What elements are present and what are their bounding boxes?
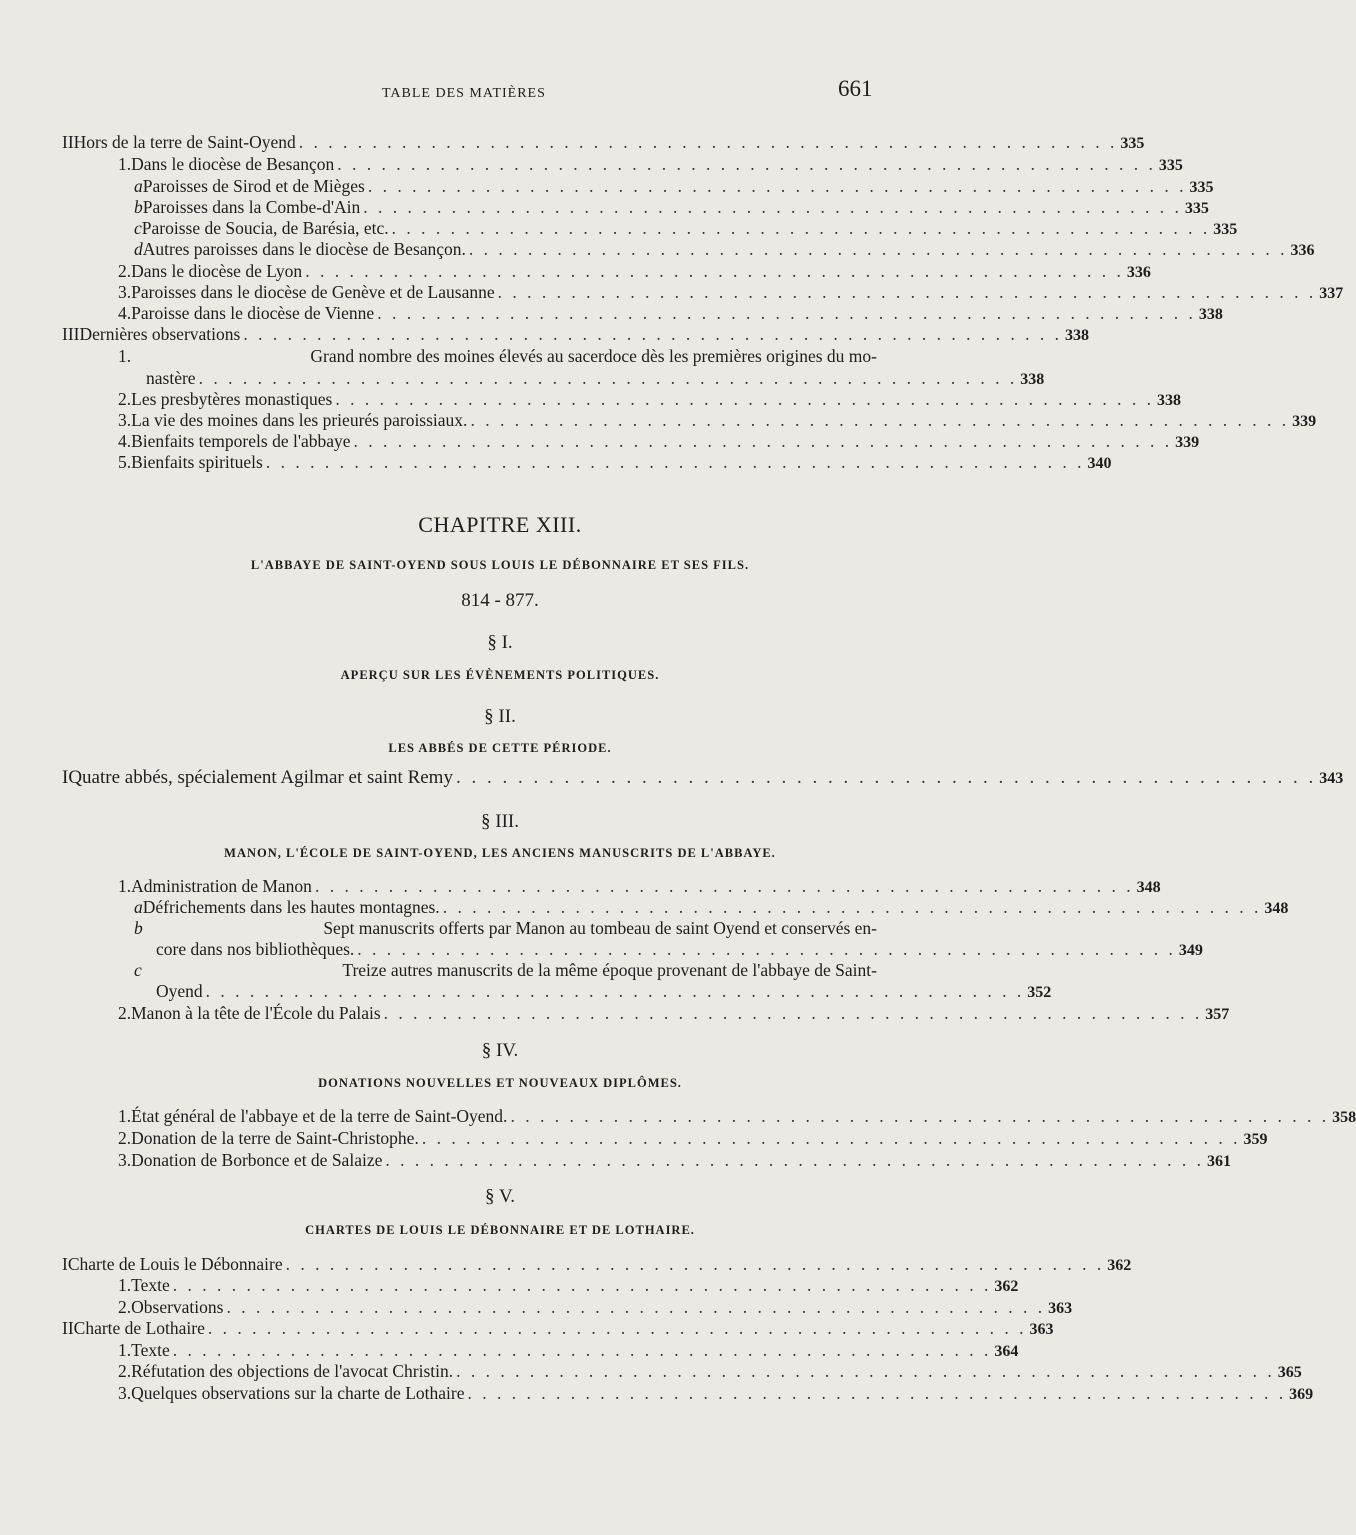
dot-leader: . . . . . . . . . . . . . . . . . . . . . . . . . . . . . . . . . . . . . . . . . . . . . . . . . . . . . . . . [285, 1254, 1105, 1274]
toc-entry [134, 896, 1289, 918]
toc-entry [118, 1274, 1019, 1296]
toc-entry-text: Charte de Louis le Débonnaire [67, 1254, 283, 1274]
toc-page-number: 369 [1289, 1386, 1314, 1403]
dot-leader: . . . . . . . . . . . . . . . . . . . . . . . . . . . . . . . . . . . . . . . . . . . . . . . . . . . . . . . . [421, 1128, 1241, 1148]
toc-entry-text: Quatre abbés, spécialement Agilmar et saint Remy [68, 767, 453, 788]
toc-entry [118, 1382, 1314, 1404]
toc-entry-number: c [134, 218, 142, 238]
toc-entry-number: III [62, 324, 80, 344]
toc-page-number: 348 [1136, 879, 1161, 896]
dot-leader: . . . . . . . . . . . . . . . . . . . . . . . . . . . . . . . . . . . . . . . . . . . . . . . . . . . . . . . . [367, 176, 1187, 196]
toc-entry-number: 5. [118, 452, 132, 472]
toc-page-number: 335 [1158, 157, 1183, 174]
toc-entry-text: nastère [146, 368, 196, 388]
toc-entry-text: Paroisse dans le diocèse de Vienne [131, 303, 375, 323]
toc-entry-number: d [134, 239, 143, 259]
toc-entry-number: 3. [118, 1150, 132, 1170]
toc-entry-text: Sept manuscrits offerts par Manon au tombeau de saint Oyend et conservés en- [323, 918, 877, 938]
dot-leader: . . . . . . . . . . . . . . . . . . . . . . . . . . . . . . . . . . . . . . . . . . . . . . . . . . . . . . . . [357, 939, 1176, 959]
toc-entry [62, 1253, 1132, 1275]
toc-entry-text: Oyend [156, 981, 203, 1001]
toc-page-number: 338 [1020, 371, 1045, 388]
dot-leader: . . . . . . . . . . . . . . . . . . . . . . . . . . . . . . . . . . . . . . . . . . . . . . . . . . . . . . . . [363, 197, 1182, 217]
toc-page-number: 363 [1029, 1321, 1054, 1338]
toc-entry-text: Donation de la terre de Saint-Christophe. [131, 1128, 419, 1148]
toc-page-number: 335 [1189, 179, 1214, 196]
toc-entry-number: b [134, 918, 143, 938]
toc-page-number: 338 [1198, 306, 1223, 323]
toc-entry-text: Grand nombre des moines élevés au sacerdoce dès les premières origines du mo- [310, 346, 877, 366]
toc-entry [118, 409, 1317, 431]
toc-page-number: 363 [1048, 1300, 1073, 1317]
toc-page-number: 358 [1332, 1109, 1356, 1126]
dot-leader: . . . . . . . . . . . . . . . . . . . . . . . . . . . . . . . . . . . . . . . . . . . . . . . . . . . . . . . . [207, 1318, 1027, 1338]
toc-entry-number: 2. [118, 1361, 132, 1381]
toc-entry-text: Dans le diocèse de Lyon [131, 261, 303, 281]
section-label-3: § III. [481, 811, 519, 832]
section-label-5: § V. [485, 1186, 515, 1207]
dot-leader: . . . . . . . . . . . . . . . . . . . . . . . . . . . . . . . . . . . . . . . . . . . . . . . . . . . . . . . . [510, 1106, 1330, 1126]
toc-entry [118, 345, 877, 367]
toc-entry-number: 2. [118, 1003, 132, 1023]
toc-entry-number: 2. [118, 1128, 132, 1148]
toc-entry-number: 1. [118, 1275, 132, 1295]
toc-entry [134, 917, 877, 939]
toc-entry-number: 2. [118, 389, 132, 409]
toc-page-number: 365 [1277, 1364, 1302, 1381]
toc-entry [118, 388, 1181, 410]
dot-leader: . . . . . . . . . . . . . . . . . . . . . . . . . . . . . . . . . . . . . . . . . . . . . . . . . . . . . . . . [265, 452, 1085, 472]
toc-entry-number: 1. [118, 1340, 132, 1360]
toc-entry-text: core dans nos bibliothèques. [156, 939, 355, 959]
toc-entry-text: Administration de Manon [131, 876, 312, 896]
toc-entry [62, 323, 1089, 345]
toc-entry-text: Les presbytères monastiques [131, 389, 333, 409]
toc-entry-text: Treize autres manuscrits de la même époque provenant de l'abbaye de Saint- [342, 960, 877, 980]
toc-page-number: 335 [1120, 135, 1145, 152]
dot-leader: . . . . . . . . . . . . . . . . . . . . . . . . . . . . . . . . . . . . . . . . . . . . . . . . . . . . . . . . [467, 1383, 1287, 1403]
toc-entry [62, 767, 1344, 789]
toc-entry [118, 1105, 1356, 1127]
toc-page-number: 337 [1319, 285, 1344, 302]
toc-entry [62, 131, 1145, 153]
section-title-3: MANON, L'ÉCOLE DE SAINT-OYEND, LES ANCIENS MANUSCRITS DE L'ABBAYE. [224, 846, 776, 860]
toc-entry-text: Observations [131, 1297, 224, 1317]
toc-entry-text: La vie des moines dans les prieurés paroissiaux. [131, 410, 468, 430]
toc-entry-text: Paroisse de Soucia, de Barésia, etc. [141, 218, 389, 238]
toc-entry-number: 3. [118, 1383, 132, 1403]
dot-leader: . . . . . . . . . . . . . . . . . . . . . . . . . . . . . . . . . . . . . . . . . . . . . . . . . . . . . . . . [385, 1150, 1204, 1170]
toc-page-number: 336 [1126, 264, 1151, 281]
chapter-subtitle: L'ABBAYE DE SAINT-OYEND SOUS LOUIS LE DÉBONNAIRE ET SES FILS. [250, 558, 750, 572]
toc-entry-number: b [134, 197, 143, 217]
toc-entry-number: II [62, 132, 74, 152]
toc-entry-text: Donation de Borbonce et de Salaize [131, 1150, 383, 1170]
toc-page-number: 362 [1107, 1257, 1132, 1274]
toc-entry-number: 2. [118, 261, 132, 281]
toc-entry-text: Quelques observations sur la charte de Lothaire [131, 1383, 465, 1403]
dot-leader: . . . . . . . . . . . . . . . . . . . . . . . . . . . . . . . . . . . . . . . . . . . . . . . . . . . . . . . . [205, 981, 1025, 1001]
toc-entry-text: Autres paroisses dans le diocèse de Besançon. [142, 239, 466, 259]
toc-entry [118, 153, 1183, 175]
toc-entry-text: Bienfaits temporels de l'abbaye [131, 431, 351, 451]
toc-entry [118, 302, 1223, 324]
section-label-4: § IV. [481, 1040, 519, 1061]
toc-entry-number: I [62, 1254, 68, 1274]
toc-entry [118, 1296, 1073, 1318]
dot-leader: . . . . . . . . . . . . . . . . . . . . . . . . . . . . . . . . . . . . . . . . . . . . . . . . . . . . . . . . [468, 239, 1288, 259]
dot-leader: . . . . . . . . . . . . . . . . . . . . . . . . . . . . . . . . . . . . . . . . . . . . . . . . . . . . . . . . [497, 282, 1317, 302]
toc-entry-number: 3. [118, 410, 132, 430]
toc-entry-text: Bienfaits spirituels [131, 452, 263, 472]
section-title-2: LES ABBÉS DE CETTE PÉRIODE. [388, 741, 612, 755]
toc-entry-text: Dernières observations [79, 324, 241, 344]
toc-entry [62, 1317, 1054, 1339]
toc-entry-text: Réfutation des objections de l'avocat Christin. [131, 1361, 454, 1381]
dot-leader: . . . . . . . . . . . . . . . . . . . . . . . . . . . . . . . . . . . . . . . . . . . . . . . . . . . . . . . . [456, 1361, 1275, 1381]
toc-entry [118, 1127, 1268, 1149]
toc-entry [118, 430, 1200, 452]
toc-entry-text: Paroisses dans la Combe-d'Ain [142, 197, 361, 217]
dot-leader: . . . . . . . . . . . . . . . . . . . . . . . . . . . . . . . . . . . . . . . . . . . . . . . . . . . . . . . . [198, 368, 1018, 388]
chapter-title: CHAPITRE XIII. [418, 512, 582, 537]
toc-page-number: 357 [1205, 1006, 1230, 1023]
toc-page-number: 338 [1156, 392, 1181, 409]
toc-entry [156, 938, 1203, 960]
toc-entry [118, 1002, 1230, 1024]
toc-page-number: 343 [1319, 770, 1344, 787]
toc-entry [118, 875, 1161, 897]
dot-leader: . . . . . . . . . . . . . . . . . . . . . . . . . . . . . . . . . . . . . . . . . . . . . . . . . . . . . . . . [353, 431, 1173, 451]
toc-entry-number: 1. [118, 346, 132, 366]
toc-entry-number: c [134, 960, 142, 980]
dot-leader: . . . . . . . . . . . . . . . . . . . . . . . . . . . . . . . . . . . . . . . . . . . . . . . . . . . . . . . . [442, 897, 1262, 917]
dot-leader: . . . . . . . . . . . . . . . . . . . . . . . . . . . . . . . . . . . . . . . . . . . . . . . . . . . . . . . . [335, 389, 1154, 409]
dot-leader: . . . . . . . . . . . . . . . . . . . . . . . . . . . . . . . . . . . . . . . . . . . . . . . . . . . . . . . . [391, 218, 1211, 238]
toc-entry-number: II [62, 1318, 74, 1338]
toc-entry-text: Paroisses dans le diocèse de Genève et de Lausanne [131, 282, 495, 302]
dot-leader: . . . . . . . . . . . . . . . . . . . . . . . . . . . . . . . . . . . . . . . . . . . . . . . . . . . . . . . . [226, 1297, 1046, 1317]
toc-entry [134, 217, 1238, 239]
toc-entry-number: a [134, 176, 143, 196]
toc-entry [134, 175, 1214, 197]
section-title-5: CHARTES DE LOUIS LE DÉBONNAIRE ET DE LOTHAIRE. [305, 1223, 695, 1237]
toc-page-number: 349 [1178, 942, 1203, 959]
toc-entry-number: 2. [118, 1297, 132, 1317]
dot-leader: . . . . . . . . . . . . . . . . . . . . . . . . . . . . . . . . . . . . . . . . . . . . . . . . . . . . . . . . [337, 154, 1156, 174]
dot-leader: . . . . . . . . . . . . . . . . . . . . . . . . . . . . . . . . . . . . . . . . . . . . . . . . . . . . . . . . [172, 1275, 992, 1295]
toc-page-number: 348 [1264, 900, 1289, 917]
toc-entry-number: 3. [118, 282, 132, 302]
toc-entry-number: 1. [118, 154, 132, 174]
toc-page-number: 352 [1027, 984, 1052, 1001]
toc-page-number: 339 [1292, 413, 1317, 430]
toc-entry [156, 980, 1052, 1002]
section-label-1: § I. [487, 632, 513, 653]
toc-entry-number: 4. [118, 303, 132, 323]
toc-page-number: 359 [1243, 1131, 1268, 1148]
section-title-4: DONATIONS NOUVELLES ET NOUVEAUX DIPLÔMES. [318, 1076, 682, 1090]
toc-entry-text: Défrichements dans les hautes montagnes. [142, 897, 440, 917]
toc-page-number: 336 [1290, 242, 1315, 259]
toc-page-number: 335 [1184, 200, 1209, 217]
toc-entry-number: 1. [118, 1106, 132, 1126]
toc-entry [146, 367, 1045, 389]
toc-entry-text: Texte [131, 1275, 170, 1295]
toc-page-number: 339 [1175, 434, 1200, 451]
toc-entry [118, 1360, 1302, 1382]
toc-entry [118, 1339, 1019, 1361]
toc-entry-number: 4. [118, 431, 132, 451]
toc-entry [118, 1149, 1231, 1171]
toc-entry-number: a [134, 897, 143, 917]
toc-page-number: 338 [1064, 327, 1089, 344]
dot-leader: . . . . . . . . . . . . . . . . . . . . . . . . . . . . . . . . . . . . . . . . . . . . . . . . . . . . . . . . [243, 324, 1062, 344]
chapter-dates: 814 - 877. [461, 590, 539, 611]
toc-entry-text: Dans le diocèse de Besançon [131, 154, 335, 174]
toc-entry-text: Paroisses de Sirod et de Mièges [142, 176, 365, 196]
running-head [0, 70, 1000, 110]
toc-entry-text: Hors de la terre de Saint-Oyend [73, 132, 296, 152]
toc-page-number: 361 [1206, 1153, 1231, 1170]
toc-entry-text: Manon à la tête de l'École du Palais [131, 1003, 381, 1023]
section-label-2: § II. [484, 706, 516, 727]
dot-leader: . . . . . . . . . . . . . . . . . . . . . . . . . . . . . . . . . . . . . . . . . . . . . . . . . . . . . . . . [298, 132, 1118, 152]
toc-entry [134, 196, 1209, 218]
toc-entry [134, 238, 1315, 260]
toc-entry [118, 260, 1151, 282]
toc-entry-text: Charte de Lothaire [73, 1318, 205, 1338]
toc-page-number: 340 [1087, 455, 1112, 472]
toc-page-number: 362 [994, 1278, 1019, 1295]
dot-leader: . . . . . . . . . . . . . . . . . . . . . . . . . . . . . . . . . . . . . . . . . . . . . . . . . . . . . . . . [470, 410, 1290, 430]
toc-entry [118, 281, 1344, 303]
running-title: TABLE DES MATIÈRES [382, 86, 546, 101]
toc-entry [118, 451, 1112, 473]
dot-leader: . . . . . . . . . . . . . . . . . . . . . . . . . . . . . . . . . . . . . . . . . . . . . . . . . . . . . . . . [172, 1340, 992, 1360]
toc-entry [134, 959, 877, 981]
toc-entry-text: État général de l'abbaye et de la terre de Saint-Oyend. [131, 1106, 508, 1126]
toc-page-number: 335 [1213, 221, 1238, 238]
dot-leader: . . . . . . . . . . . . . . . . . . . . . . . . . . . . . . . . . . . . . . . . . . . . . . . . . . . . . . . . [305, 261, 1124, 281]
dot-leader: . . . . . . . . . . . . . . . . . . . . . . . . . . . . . . . . . . . . . . . . . . . . . . . . . . . . . . . . [314, 876, 1134, 896]
dot-leader: . . . . . . . . . . . . . . . . . . . . . . . . . . . . . . . . . . . . . . . . . . . . . . . . . . . . . . . . [377, 303, 1196, 323]
page-number: 661 [838, 76, 873, 101]
dot-leader: . . . . . . . . . . . . . . . . . . . . . . . . . . . . . . . . . . . . . . . . . . . . . . . . . . . . . . . . [455, 767, 1317, 788]
toc-entry-text: Texte [131, 1340, 170, 1360]
section-title-1: APERÇU SUR LES ÉVÈNEMENTS POLITIQUES. [340, 668, 660, 682]
dot-leader: . . . . . . . . . . . . . . . . . . . . . . . . . . . . . . . . . . . . . . . . . . . . . . . . . . . . . . . . [383, 1003, 1203, 1023]
toc-entry-number: 1. [118, 876, 132, 896]
toc-page-number: 364 [994, 1343, 1019, 1360]
toc-entry-number: I [62, 767, 69, 788]
